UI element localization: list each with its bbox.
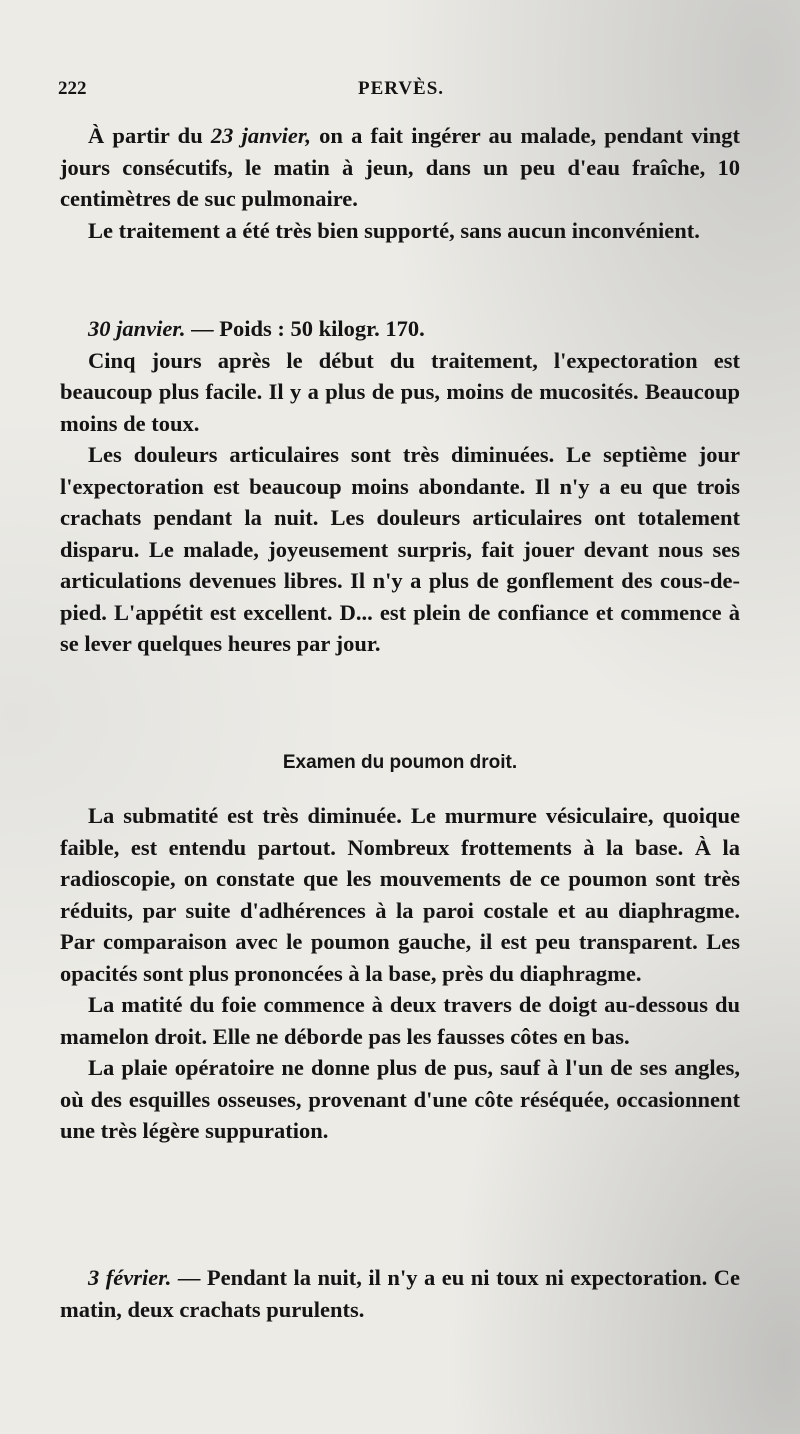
paragraph-text: La plaie opératoire ne donne plus de pus, sauf à l'un de ses angles, où des esquilles osseuses, provenant d'une côte réséquée, occasionnent une très légère suppuration. (60, 1055, 740, 1143)
paragraph-joint-pain (60, 439, 740, 660)
paragraph-text: Les douleurs articulaires sont très diminuées. Le septième jour l'expectoration est beaucoup moins abondante. Il n'y a eu que trois crachats pendant la nuit. Les douleurs articulaires ont totalement disparu. Le malade, joyeusement surpris, fait jouer devant nous ses articulations devenues libres. Il n'y a plus de gonflement des cous-de-pied. L'appétit est excellent. D... est plein de confiance et commence à se lever quelques heures par jour. (60, 442, 740, 656)
right-lung-section (60, 800, 740, 1147)
date-label: 23 janvier, (210, 123, 311, 148)
date-label: 30 janvier. (88, 316, 186, 341)
paragraph-text: Le traitement a été très bien supporté, sans aucun inconvénient. (88, 217, 700, 243)
paragraph-wound (60, 1052, 740, 1147)
paragraph-treatment-start (60, 120, 740, 215)
paragraph-text: La submatité est très diminuée. Le murmure vésiculaire, quoique faible, est entendu partout. Nombreux frottements à la base. À la radioscopie, on constate que les mouvements de ce poumon sont très réduits, par suite d'adhérences à la paroi costale et au diaphragme. Par comparaison avec le poumon gauche, il est peu transparent. Les opacités sont plus prononcées à la base, près du diaphragme. (60, 803, 740, 986)
paragraph-tolerance (60, 215, 740, 247)
paragraph-february-3 (60, 1262, 740, 1325)
page-header (58, 78, 740, 108)
running-head: PERVÈS. (358, 78, 445, 99)
january-30-section (60, 313, 740, 660)
intro-section (60, 120, 740, 246)
february-3-section (60, 1262, 740, 1325)
section-heading: Examen du poumon droit. (282, 752, 518, 773)
paragraph-expectoration (60, 345, 740, 440)
paragraph-text: À partir du (88, 123, 211, 148)
paragraph-text: La matité du foie commence à deux travers de doigt au-dessous du mamelon droit. Elle ne déborde pas les fausses côtes en bas. (60, 992, 740, 1049)
date-label: 3 février. (88, 1265, 172, 1290)
paragraph-liver (60, 989, 740, 1052)
paragraph-weight (60, 313, 740, 345)
paragraph-text: Cinq jours après le début du traitement, l'expectoration est beaucoup plus facile. Il y a plus de pus, moins de mucosités. Beaucoup moins de toux. (60, 347, 740, 436)
paragraph-text: — Pendant la nuit, il n'y a eu ni toux ni expectoration. Ce matin, deux crachats purulents. (60, 1265, 740, 1322)
paragraph-text: on a fait ingérer au malade, pendant vingt jours consécutifs, le matin à jeun, dans un peu d'eau fraîche, 10 centimètres de suc pulmonaire. (60, 123, 740, 211)
page-number: 222 (58, 78, 87, 99)
paragraph-text: — Poids : 50 kilogr. 170. (185, 316, 425, 341)
paragraph-submatite (60, 800, 740, 989)
